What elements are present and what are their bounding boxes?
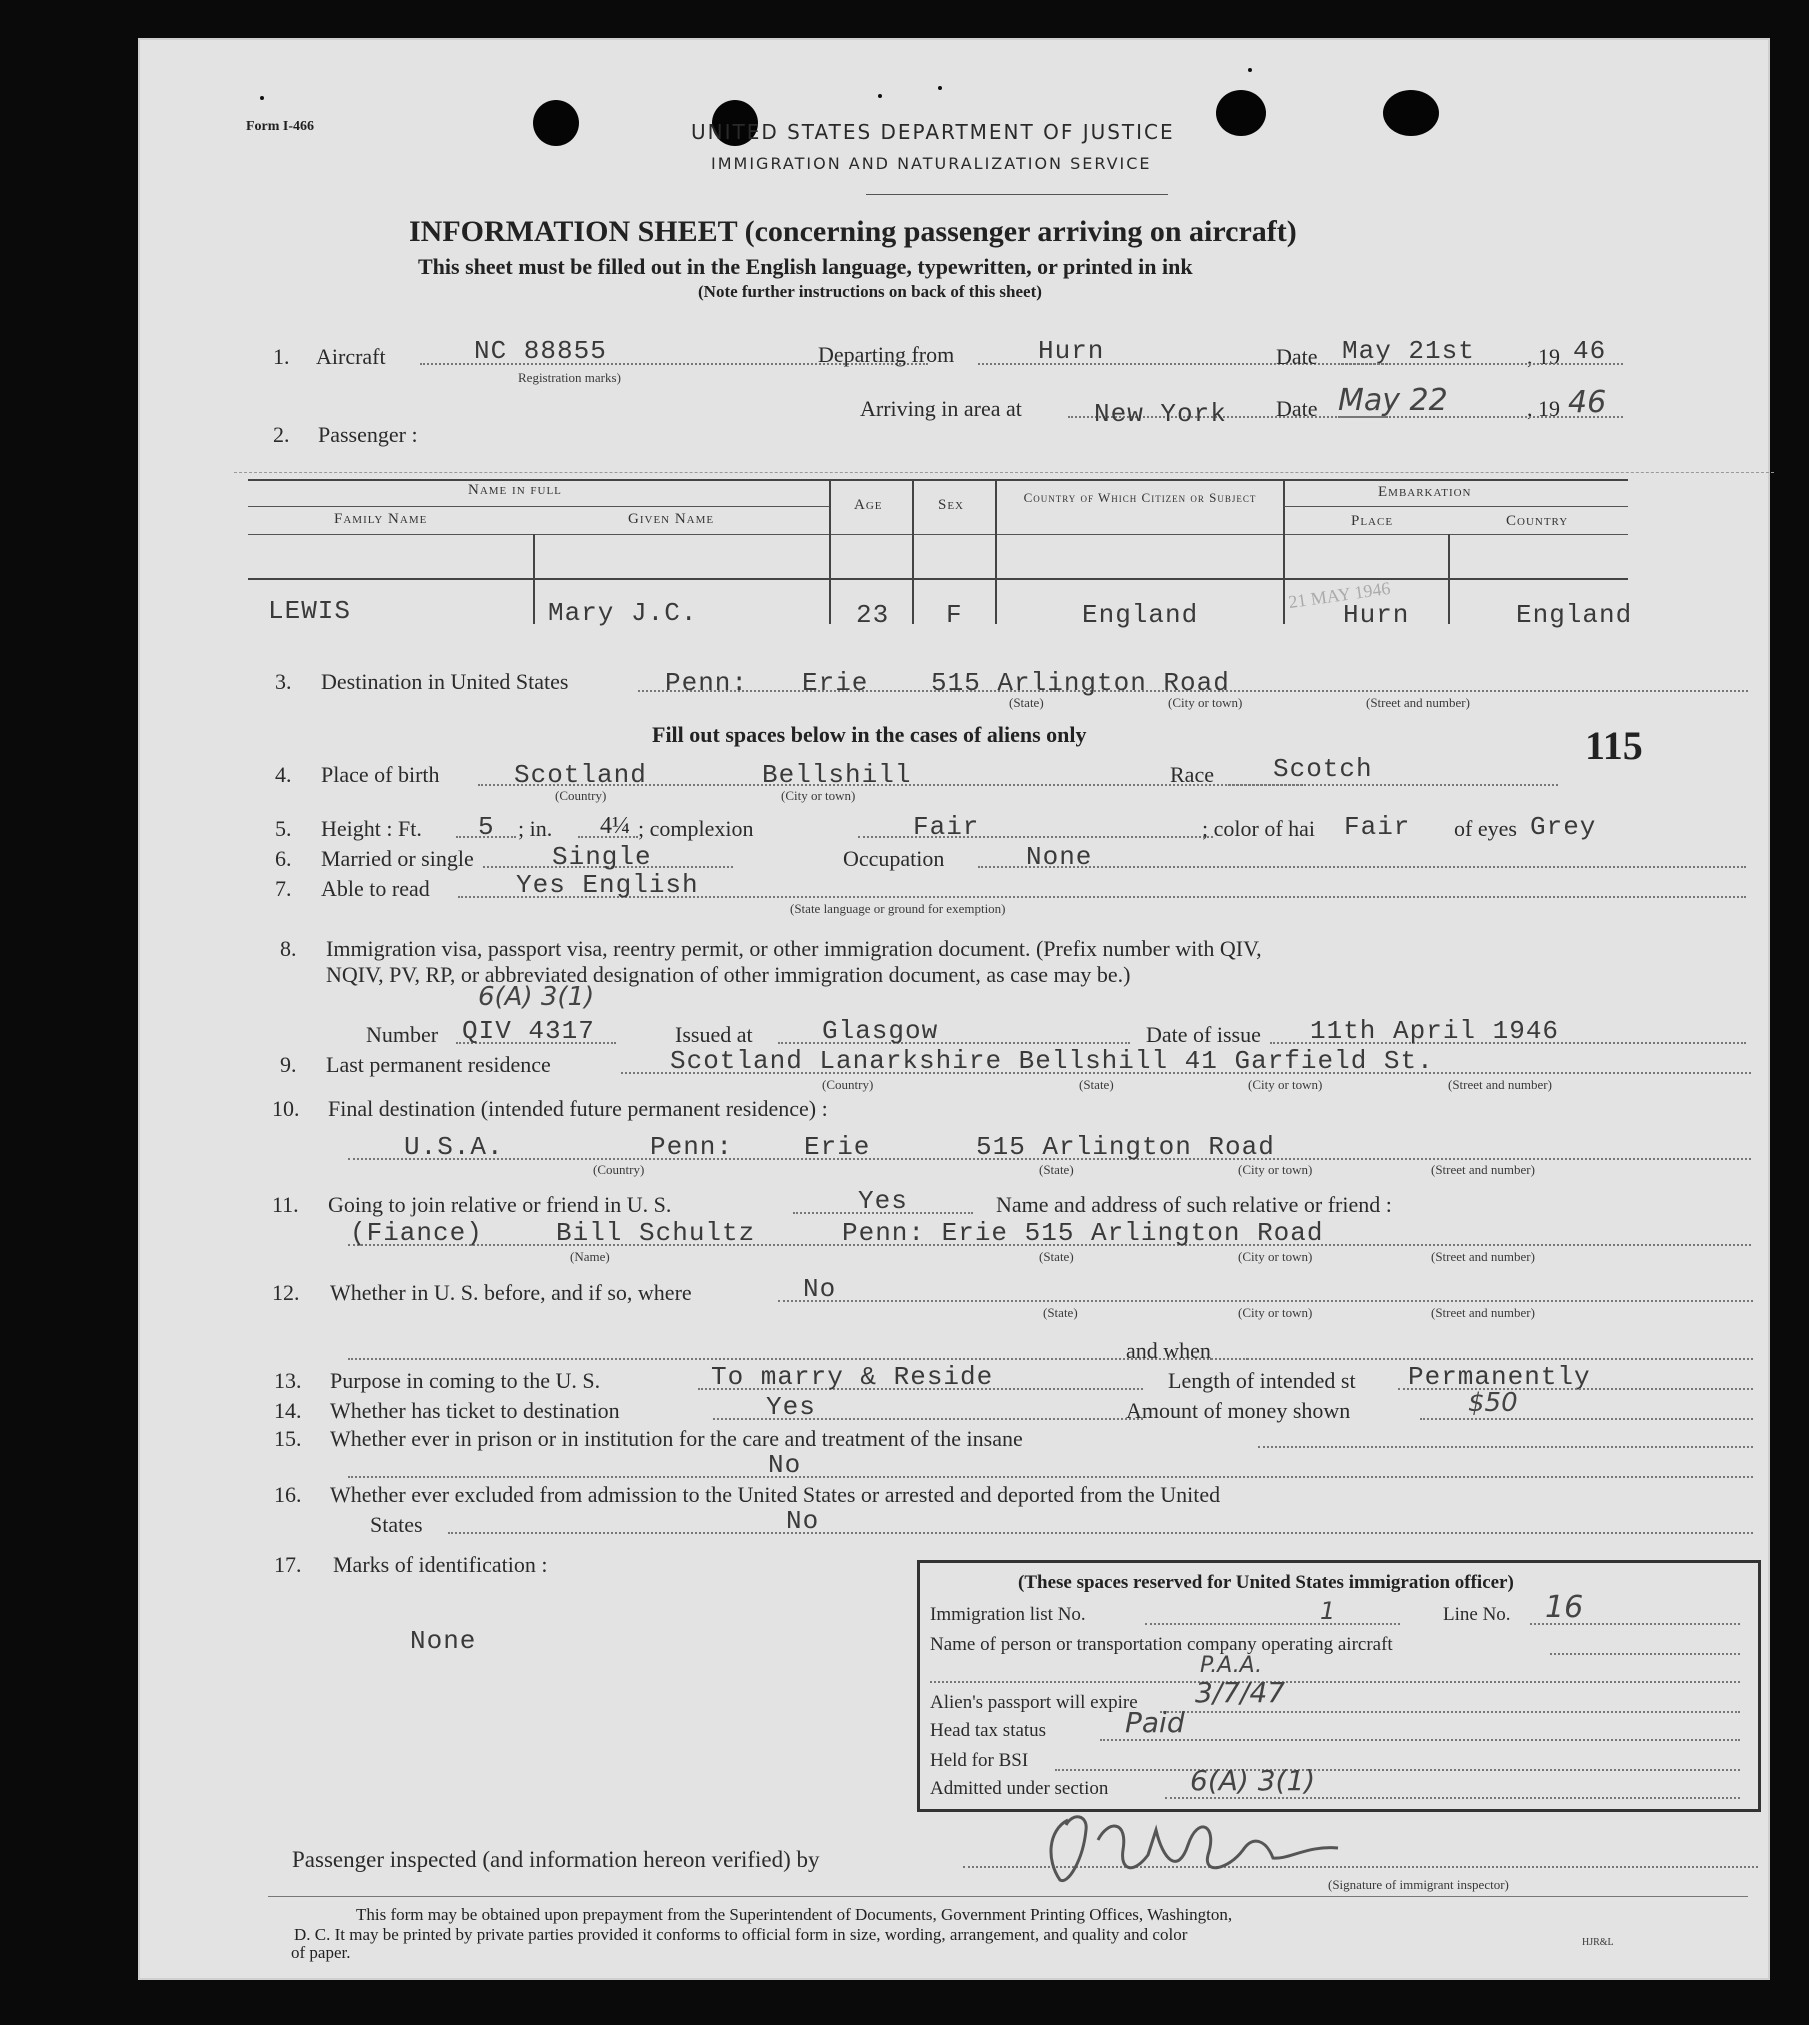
- admitted-value: 6(A) 3(1): [1190, 1764, 1316, 1797]
- form-sheet: Form I-466 UNITED STATES DEPARTMENT OF JUSTICE IMMIGRATION AND NATURALIZATION SERVICE INFORMATION SHEET (concerning passenger arriving on aircraft) This sheet must be filled out in the English language, typewritten, or printed in ink (Note further instructions on back of this sheet) 1. Aircraft NC 88855 Registration marks) Departing from Hurn Date May 21st , 19 46 Arriving in area at New York Date May 22 , 19 46 2. Passenger : Name in full Family Name Given Name Age Sex Country of Which Citizen or Subject Embarkation Place Country LEWIS Mary J.C. 23 F England 21 MAY 1946 Hurn England 3. Destination in United States Penn: Erie 515 Arlington Road (State) (City or town) (Street and number) Fill out spaces below in the cases of aliens only 115 4. Place of birth Scotland Bellshill (Country) (City or town) Race Scotch 5. Height : Ft. 5 ; in. 4¼ ; complexion Fair ; color of hai Fair of eyes Grey 6. Married or single Single Occupation None 7. Able to read Yes English (State language or ground for exemption) 8. Immigration visa, passport visa, reentry permit, or other immigration document. (Prefix number with QIV, NQIV, PV, RP, or abbreviated designation of other immigration document, as case may be.) 6(A) 3(1) Number QIV 4317 Issued at Glasgow Date of issue 11th April 1946 9. Last permanent residence Scotland Lanarkshire Bellshill 41 Garfield St. (Country) (State) (City or town) (Street and number) 10. Final destination (intended future permanent residence) : U.S.A. Penn: Erie 515 Arlington Road (Country) (State) (City or town) (Street and number) 11. Going to join relative or friend in U. S. Yes Name and address of such relative or friend : (Fiance) Bill Schultz Penn: Erie 515 Arlington Road (Name) (State) (City or town) (Street and number) 12. Whether in U. S. before, and if so, where No (State) (City or town) (Street and number) and when 13. Purpose in coming to the U. S. To marry & Reside Length of intended st Permanently 14. Whether has ticket to destination Yes Amount of money shown $50 15. Whether ever in prison or in institution for the care and treatment of the insane No 16. Whether ever excluded from admission to the United States or arrested and deported from the United States No 17. Marks of identification : None (These spaces reserved for United States immigration officer) Immigration list No. 1 Line No. 16 Name of person or transportation company operating aircraft P.A.A. Alien's passport will expire 3/7/47 Head tax status Paid Held for BSI Admitted under section 6(A) 3(1) Passenger inspected (and information hereon verified) by (Signature of immigrant inspector) This form may be obtained upon prepayment from the Superintendent of Documents, Government Printing Offices, Washington, D. C. It may be printed by private parties provided it conforms to official form in size, wording, arrangement, and quality and color of paper. HJR&L: [138, 38, 1770, 1980]
- country-citizen-header: Country of Which Citizen or Subject: [1023, 490, 1257, 505]
- visa-number-value: QIV 4317: [462, 1016, 595, 1046]
- name-in-full-header: Name in full: [468, 482, 562, 498]
- complexion-value: Fair: [913, 812, 980, 842]
- arrive-date-value: May 22: [1338, 383, 1448, 418]
- company-label: Name of person or transportation company operating aircraft: [930, 1634, 1393, 1655]
- marks-label: Marks of identification :: [333, 1552, 548, 1577]
- depart-year: 46: [1573, 336, 1607, 366]
- occupation-label: Occupation: [843, 846, 945, 871]
- place-header: Place: [1351, 513, 1394, 529]
- passport-label: Alien's passport will expire: [930, 1692, 1138, 1713]
- marks-value: None: [410, 1626, 477, 1656]
- arrive-year: 46: [1568, 385, 1607, 420]
- excluded-text-1: Whether ever excluded from admission to the United States or arrested and deported from the United: [330, 1482, 1221, 1507]
- departing-value: Hurn: [1038, 336, 1105, 366]
- ticket-label: Whether has ticket to destination: [330, 1398, 620, 1423]
- eyes-value: Grey: [1530, 812, 1597, 842]
- destination-street: 515 Arlington Road: [931, 668, 1230, 698]
- signature-caption: (Signature of immigrant inspector): [1328, 1877, 1509, 1892]
- line-value: 16: [1545, 1590, 1584, 1625]
- excluded-value: No: [786, 1506, 820, 1536]
- join-label: Going to join relative or friend in U. S.: [328, 1192, 672, 1217]
- visa-handwritten: 6(A) 3(1): [478, 982, 595, 1012]
- admitted-label: Admitted under section: [930, 1778, 1109, 1799]
- purpose-value: To marry & Reside: [711, 1362, 994, 1392]
- race-value: Scotch: [1273, 754, 1373, 784]
- purpose-label: Purpose in coming to the U. S.: [330, 1368, 601, 1393]
- height-ft: 5: [478, 812, 495, 842]
- birth-country: Scotland: [514, 760, 647, 790]
- headtax-label: Head tax status: [930, 1720, 1047, 1741]
- given-name-value: Mary J.C.: [548, 598, 698, 628]
- issue-date-label: Date of issue: [1146, 1022, 1261, 1047]
- date-stamp: 21 MAY 1946: [1287, 577, 1392, 613]
- birth-label: Place of birth: [321, 762, 440, 787]
- aircraft-value: NC 88855: [474, 336, 607, 366]
- officer-heading: (These spaces reserved for United States immigration officer): [1018, 1572, 1514, 1593]
- punch-hole: [533, 100, 579, 146]
- visa-text-1: Immigration visa, passport visa, reentry permit, or other immigration document. (Prefix number with QIV,: [326, 936, 1262, 961]
- stay-label: Length of intended st: [1168, 1368, 1356, 1393]
- list-label: Immigration list No.: [930, 1604, 1086, 1625]
- family-name-header: Family Name: [334, 511, 428, 527]
- printer-mark: HJR&L: [1582, 1937, 1614, 1948]
- height-in: 4¼: [600, 813, 630, 839]
- issued-label: Issued at: [675, 1022, 753, 1047]
- occupation-value: None: [1026, 842, 1093, 872]
- country-header: Country: [1506, 513, 1569, 529]
- destination-state: Penn:: [665, 668, 749, 698]
- relative-label: Name and address of such relative or friend :: [996, 1192, 1392, 1217]
- company-value: P.A.A.: [1200, 1653, 1263, 1678]
- inspection-label: Passenger inspected (and information hereon verified) by: [292, 1847, 820, 1872]
- embark-country-value: England: [1516, 600, 1633, 630]
- read-value: Yes English: [516, 870, 699, 900]
- residence-label: Last permanent residence: [326, 1052, 551, 1077]
- footer-line-3: of paper.: [291, 1943, 351, 1962]
- relative-address: Penn: Erie 515 Arlington Road: [842, 1218, 1324, 1248]
- service-header: IMMIGRATION AND NATURALIZATION SERVICE: [711, 154, 1152, 173]
- depart-date-label: Date: [1276, 344, 1318, 369]
- citizen-value: England: [1082, 600, 1199, 630]
- when-label: and when: [1126, 1338, 1211, 1363]
- marital-value: Single: [552, 842, 652, 872]
- relative-name: Bill Schultz: [556, 1218, 756, 1248]
- embark-place-value: Hurn: [1343, 600, 1410, 630]
- given-name-header: Given Name: [628, 511, 715, 527]
- form-note: (Note further instructions on back of this sheet): [698, 282, 1042, 301]
- money-label: Amount of money shown: [1126, 1398, 1351, 1423]
- excluded-text-2: States: [370, 1512, 423, 1537]
- stay-value: Permanently: [1408, 1362, 1591, 1392]
- age-header: Age: [854, 497, 883, 513]
- height-label: Height : Ft.: [321, 816, 422, 841]
- departing-label: Departing from: [818, 342, 955, 367]
- visa-text-2: NQIV, PV, RP, or abbreviated designation of other immigration document, as case may be.): [326, 962, 1131, 987]
- depart-date-value: May 21st: [1342, 336, 1475, 366]
- punch-hole: [1383, 90, 1439, 136]
- marital-label: Married or single: [321, 846, 474, 871]
- family-name-value: LEWIS: [268, 596, 352, 626]
- list-value: 1: [1320, 1597, 1336, 1625]
- headtax-value: Paid: [1125, 1706, 1185, 1739]
- final-city: Erie: [804, 1132, 871, 1162]
- sex-value: F: [946, 600, 963, 630]
- final-destination-label: Final destination (intended future permanent residence) :: [328, 1096, 828, 1121]
- form-number: Form I-466: [246, 119, 315, 134]
- inspector-signature: [1038, 1800, 1368, 1900]
- money-value: $50: [1468, 1388, 1518, 1418]
- final-country: U.S.A.: [404, 1132, 504, 1162]
- footer-line-2: D. C. It may be printed by private parties provided it conforms to official form in size, wording, arrangement, and quality and color: [294, 1925, 1188, 1944]
- ticket-value: Yes: [766, 1392, 816, 1422]
- age-value: 23: [856, 600, 890, 630]
- race-label: Race: [1170, 762, 1214, 787]
- officer-section: [917, 1560, 1761, 1812]
- page-number: 115: [1585, 723, 1643, 768]
- prison-label: Whether ever in prison or in institution for the care and treatment of the insane: [330, 1426, 1023, 1451]
- final-street: 515 Arlington Road: [976, 1132, 1275, 1162]
- destination-label: Destination in United States: [321, 669, 569, 694]
- before-label: Whether in U. S. before, and if so, where: [330, 1280, 692, 1305]
- punch-hole: [1216, 90, 1266, 136]
- before-value: No: [803, 1274, 837, 1304]
- read-label: Able to read: [321, 876, 430, 901]
- arriving-value: New York: [1094, 399, 1227, 429]
- passport-value: 3/7/47: [1195, 1676, 1286, 1709]
- prison-value: No: [768, 1450, 802, 1480]
- bsi-label: Held for BSI: [930, 1750, 1029, 1771]
- aliens-heading: Fill out spaces below in the cases of aliens only: [652, 722, 1087, 747]
- hair-value: Fair: [1344, 812, 1411, 842]
- arriving-label: Arriving in area at: [860, 396, 1022, 421]
- issue-date-value: 11th April 1946: [1310, 1016, 1560, 1046]
- birth-city: Bellshill: [762, 760, 912, 790]
- form-subtitle: This sheet must be filled out in the English language, typewritten, or printed in ink: [418, 254, 1193, 279]
- embarkation-header: Embarkation: [1378, 484, 1472, 500]
- relative-relation: (Fiance): [350, 1218, 483, 1248]
- issued-value: Glasgow: [822, 1016, 939, 1046]
- department-header: UNITED STATES DEPARTMENT OF JUSTICE: [691, 120, 1175, 144]
- destination-city: Erie: [802, 668, 869, 698]
- residence-value: Scotland Lanarkshire Bellshill 41 Garfield St.: [670, 1046, 1434, 1076]
- visa-number-label: Number: [366, 1022, 439, 1047]
- form-title: INFORMATION SHEET (concerning passenger arriving on aircraft): [409, 215, 1297, 248]
- final-state: Penn:: [650, 1132, 734, 1162]
- passenger-label: Passenger :: [318, 422, 418, 447]
- footer-line-1: This form may be obtained upon prepayment from the Superintendent of Documents, Government Printing Offices, Washington,: [356, 1905, 1233, 1924]
- aircraft-label: Aircraft: [316, 344, 386, 369]
- sex-header: Sex: [938, 497, 965, 513]
- join-value: Yes: [858, 1186, 908, 1216]
- line-label: Line No.: [1443, 1604, 1511, 1625]
